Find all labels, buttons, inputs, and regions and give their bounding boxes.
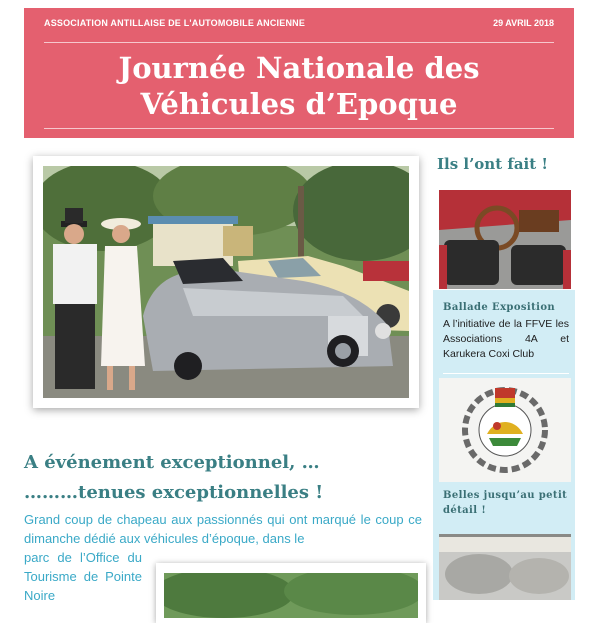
sidebar-photo-logo-shirt (439, 378, 571, 482)
page-title-line1: Journée Nationale des (118, 51, 480, 85)
sidebar (433, 150, 575, 600)
sidebar-item1-title: Ballade Exposition (443, 302, 556, 313)
header-rule-bottom (44, 128, 554, 129)
header-rule-top (44, 42, 554, 43)
page-title-line2: Véhicules d’Epoque (140, 87, 458, 121)
secondary-photo-frame (156, 563, 426, 623)
issue-date: 29 AVRIL 2018 (493, 18, 554, 28)
article-headline-line2: ………tenues exceptionnelles ! (24, 482, 324, 503)
article-body-continued: parc de l’Office du Tourisme de Pointe Noire (24, 550, 142, 603)
article-headline-line1: A événement exceptionnel, … (24, 452, 320, 473)
secondary-photo (164, 573, 418, 618)
main-photo-frame (33, 156, 419, 408)
organization-name: ASSOCIATION ANTILLAISE DE L'AUTOMOBILE ANCIENNE (44, 18, 306, 28)
article-body-paragraph: Grand coup de chapeau aux passionnés qui ont marqué le coup ce dimanche dédié aux véhicules d’époque, dans le (24, 512, 422, 546)
sidebar-item2-title-text: Belles jusqu’au petit détail ! (443, 490, 568, 516)
sidebar-photo-interior-detail (439, 534, 571, 600)
header-banner (24, 8, 574, 138)
sidebar-item1-body: A l’initiative de la FFVE les Associations 4A et Karukera Coxi Club (443, 318, 569, 360)
sidebar-divider (443, 373, 569, 374)
sidebar-heading: Ils l’ont fait ! (437, 155, 548, 173)
sidebar-item2-title (443, 488, 569, 518)
sidebar-panel (433, 290, 575, 600)
sidebar-photo-car-interior (439, 190, 571, 289)
main-photo (43, 166, 409, 398)
